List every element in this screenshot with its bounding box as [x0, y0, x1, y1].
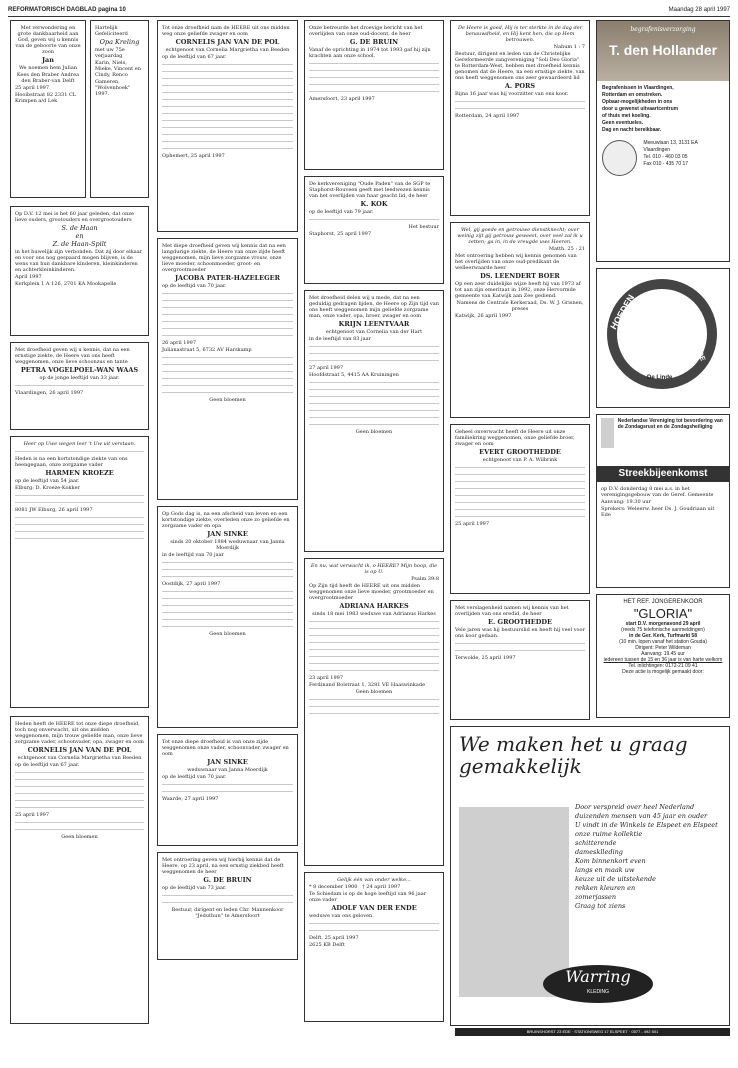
text-filler — [309, 401, 439, 406]
ad-text: Te Schiedam is op de hoge leeftijd van 96 jaar onze vader — [309, 891, 427, 903]
zondagsrust-ad — [596, 414, 730, 588]
hoeden-ad — [596, 268, 730, 408]
obituary-pors — [450, 20, 590, 216]
ad-text: op de leeftijd van 73 jaar. — [162, 885, 227, 891]
ad-sign: Namens de Centrale Kerkeraad, Ds. W. J. Grisnen, preses — [456, 300, 584, 312]
text-filler — [15, 493, 144, 498]
ad-ref: Matth. 25 : 21 — [548, 246, 585, 252]
ad-text: weduwe van ons geloven. — [309, 913, 374, 919]
ad-text: Met verwondering en grote dankbaarheid aan God, geven wij u kennis van de geboorte van onze zoon — [15, 25, 81, 55]
text-filler — [162, 139, 293, 144]
hollander-ad — [596, 20, 730, 262]
text-filler — [309, 619, 439, 624]
ad-brand: BEENMODE — [685, 321, 706, 363]
ad-top — [601, 418, 725, 448]
ad-line: Geen eventueles. — [602, 120, 644, 126]
text-filler — [162, 118, 293, 123]
text-filler — [162, 104, 293, 109]
obituary-van-de-pol — [10, 716, 149, 1024]
text-filler — [15, 529, 144, 534]
ad-name: G. DE BRUIN — [203, 876, 252, 884]
text-filler — [162, 83, 293, 88]
ad-line: Rotterdam en omstreken. — [602, 92, 663, 98]
page-header — [8, 6, 730, 17]
ad-place: Staphorst, 25 april 1997 — [309, 231, 372, 237]
gloria-ad — [596, 594, 730, 718]
text-filler — [162, 893, 293, 898]
ad-line: keuze uit de uitstekende — [575, 875, 656, 883]
ad-address: Hooibstraat 82 2331 CL Krimpen a/d Lek — [15, 92, 77, 104]
text-filler — [162, 390, 293, 395]
ad-name: Jan — [41, 56, 54, 64]
ad-parents: Kees den Braber Andrea den Braber-van Delft — [16, 72, 80, 84]
ad-text: Aanvang: 19.30 uur — [601, 499, 652, 505]
ad-line: onze ruime kollektie — [575, 830, 643, 838]
ad-text: De kerkvereniging "Oude Paden" van de SGP te Staphorst-Rouveen geeft met leedwezen kennis van het overlijden van haar geacht lid, de heer — [309, 181, 431, 199]
ad-body — [597, 81, 729, 138]
text-filler — [15, 449, 144, 454]
ad-date: 25 april 1997 — [455, 521, 490, 527]
text-filler — [309, 928, 439, 933]
ad-text: Bestuur, dirigent en leden Chr. Mannenkoor "Jeduthun" te Amersfoort — [171, 907, 284, 919]
ad-head: HET REF. JONGERENKOOR — [623, 599, 703, 605]
ad-text: Heden heeft de HEERE tot onze diepe droefheid, toch nog onverwacht, uit ons midden weggenomen, mijn trouw geliefde man, onze lieve zorgzame vader, schoonvader, opa, zwager en oom — [15, 721, 144, 745]
ad-name: E. GROOTHEDDE — [488, 618, 552, 626]
ad-address: Hoofdstraat 5, 4415 AA Kruiningen — [309, 372, 399, 378]
obituary-de-bruin-choir — [157, 852, 298, 960]
ad-text: in het huwelijk zijn verbonden. Dat zij door elkaar en voor ons nog gespaard mogen blijven, is de wens van hun dankbare kinderen, kleinkinderen en achterkleinkinderen. — [15, 249, 143, 273]
ad-flowers: Geen bloemen — [209, 631, 246, 637]
ad-text: in de leeftijd van 83 jaar — [309, 336, 371, 342]
text-filler — [162, 305, 293, 310]
text-filler — [309, 697, 439, 702]
ad-text: echtgenoot van P. A. Wilbrink — [482, 457, 558, 463]
ad-text: Onze betreurde het droevige bericht van het overlijden van onze oud-docent, de heer — [309, 25, 423, 37]
text-filler — [162, 383, 293, 388]
ad-text: Met ontroering geven wij hierbij kennis dat de Heere, op 23 april, na een ernstig ziekbed heeft weggenomen de heer — [162, 857, 284, 875]
ad-line: Opbaar-mogelijkheden in ons — [602, 99, 673, 105]
ad-address: Ferdinand Bolstraat 1, 3281 VE Haaswinkade — [309, 682, 426, 688]
text-filler — [162, 567, 293, 572]
ad-flowers: Geen bloemen — [209, 397, 246, 403]
ad-sign: Het bestuur — [408, 224, 439, 230]
text-filler — [455, 514, 585, 519]
ad-text: Vanaf de oprichting in 1974 tot 1993 gaf hij zijn krachten aan onze school. — [309, 47, 431, 59]
ad-place: Waarde, 27 april 1997 — [162, 796, 219, 802]
birth-ad — [10, 20, 86, 198]
ad-text: in de Ger. Kerk, Turfmarkt 58 — [629, 633, 697, 639]
ad-text: op de jonge leeftijd van 33 jaar. — [39, 375, 120, 381]
text-filler — [162, 589, 293, 594]
text-filler — [162, 326, 293, 331]
ad-date: 27 april 1997 — [309, 365, 344, 371]
text-filler — [162, 312, 293, 317]
ad-name: CORNELIS JAN VAN DE POL — [175, 38, 280, 46]
ad-flowers: Geen bloemen — [355, 689, 393, 695]
ad-name: K. KOK — [360, 200, 388, 208]
text-filler — [162, 97, 293, 102]
ad-name: JACOBA PATER-HAZELEGER — [174, 274, 281, 282]
ad-place: Elburg: D. Kroeze-Kokker — [15, 485, 80, 491]
ad-name: CORNELIS JAN VAN DE POL — [27, 746, 132, 754]
ad-text: Met droefheid geven wij u kennis, dat na een ernstige ziekte, de Heere van ons heeft weggenomen, onze lieve schoonzus en tante — [15, 347, 130, 365]
brand-badge — [543, 965, 653, 1003]
text-filler — [162, 789, 293, 794]
text-filler — [162, 560, 293, 565]
congrats-ad — [90, 20, 149, 198]
text-filler — [162, 376, 293, 381]
text-filler — [309, 661, 439, 666]
text-filler — [455, 486, 585, 491]
ad-org: Nederlandse Vereniging tot bevordering van de Zondagsrust en de Zondagsheiliging — [617, 418, 723, 430]
text-filler — [15, 820, 144, 825]
ad-text: start D.V. morgenavond 29 april — [625, 621, 701, 627]
ad-place: Rotterdam, 24 april 1997 — [455, 113, 520, 119]
text-filler — [455, 479, 585, 484]
ad-place: Terwolde, 25 april 1997 — [455, 655, 516, 661]
obituary-boer — [450, 222, 590, 418]
ad-name: ADRIANA HARKES — [339, 602, 409, 610]
ad-text: Geheel onverwacht heeft de Heere uit onze familiekring weggenomen, onze geliefde broer, zwager en oom — [455, 429, 575, 447]
ad-text: Heden is na een kortstondige ziekte van ons heengegaan, onze zorgzame vader — [15, 456, 128, 468]
text-filler — [309, 344, 439, 349]
text-filler — [162, 900, 293, 905]
ad-shop: De Linde — [647, 375, 673, 381]
ad-ref: Nahum 1 : 7 — [553, 44, 585, 50]
text-filler — [15, 791, 144, 796]
text-filler — [309, 704, 439, 709]
text-filler — [309, 75, 439, 80]
text-filler — [309, 380, 439, 385]
text-filler — [162, 319, 293, 324]
text-filler — [162, 603, 293, 608]
text-filler — [162, 355, 293, 360]
ad-fax: Fax 010 - 435 70 17 — [643, 161, 689, 167]
text-filler — [309, 408, 439, 413]
ad-name: EVERT GROOTHEDDE — [479, 448, 561, 456]
logo-icon — [602, 140, 637, 176]
ad-text: op de leeftijd van 70 jaar. — [162, 774, 227, 780]
ad-line: rekken kleuren en — [575, 884, 636, 892]
ad-name: ADOLF VAN DER ENDE — [331, 904, 417, 912]
ad-tel: Tel. inlichtingen: 0172-21 09 41 — [628, 663, 698, 669]
text-filler — [162, 624, 293, 629]
ad-name: HARMEN KROEZE — [45, 469, 114, 477]
ad-ref: Psalm 39:8 — [411, 576, 439, 582]
ad-verse: Gelijk één van onder welke... — [337, 877, 411, 883]
text-filler — [162, 132, 293, 137]
ad-text: Met diepe droefheid geven wij kennis dat na een langdurige ziekte, de Heere van onze zijde heeft weggenomen, mijn lieve zorgzame vrouw, onze lieve moeder, schoonmoeder, groot- en overgrootmoeder — [162, 243, 286, 273]
ad-text: op D.V. donderdag 8 mei a.s. in het verenigingsgebouw van de Geref. Gemeente — [601, 486, 714, 498]
ad-line: Door verspreid over heel Nederland — [575, 803, 695, 811]
ad-address: Kerkplein 1 A 126, 2701 KA Mookapelle — [15, 281, 117, 287]
text-filler — [455, 648, 585, 653]
text-filler — [455, 465, 585, 470]
ad-text: met uw 75e verjaardag — [95, 47, 125, 59]
ad-text: Bijna 16 jaar was hij voorzitter van ons koor. — [455, 91, 569, 97]
text-filler — [162, 369, 293, 374]
text-filler — [309, 89, 439, 94]
obituary-van-der-ende — [304, 872, 444, 1022]
ad-text: Dirigent: Peter Wildeman — [635, 645, 691, 651]
ad-date: Delft, 25 april 1997 — [309, 935, 359, 941]
ad-name: DS. LEENDERT BOER — [480, 272, 560, 280]
text-filler — [309, 633, 439, 638]
ad-name: KRIJN LEENTVAAR — [338, 320, 410, 328]
text-filler — [309, 921, 439, 926]
text-filler — [162, 333, 293, 338]
ad-name: G. DE BRUIN — [349, 38, 399, 46]
text-filler — [162, 362, 293, 367]
text-filler — [455, 493, 585, 498]
ad-line: Kom binnenkort even — [575, 857, 646, 865]
ad-address: Julianastraat 5, 6732 AV Harskamp — [162, 347, 252, 353]
ad-place: Gameren, "Wolvenhoek" 1997. — [95, 79, 131, 97]
ad-text: iedereen tussen de 15 en 36 jaar is van harte welkom — [603, 657, 723, 663]
text-filler — [15, 777, 144, 782]
ad-text: Met ontroering hebben wij kennis genomen van het overlijden van onze oud-predikant de welleerwaarde heer — [455, 253, 577, 271]
ad-text: We noemen hem Julian — [18, 65, 78, 71]
text-filler — [309, 394, 439, 399]
ad-dates — [309, 884, 439, 890]
ad-address: Meeuwlaan 13, 3131 EA Vlaardingen — [643, 140, 698, 153]
ad-place: Katwijk, 26 april 1997 — [455, 313, 512, 319]
ad-tel: Tel. 010 - 460 03 05 — [643, 154, 688, 160]
ad-title: Streekbijeenkomst — [597, 466, 729, 482]
text-filler — [309, 668, 439, 673]
text-filler — [309, 626, 439, 631]
ad-date: 26 april 1997 — [162, 340, 197, 346]
ad-flowers: Geen bloemen — [355, 429, 393, 435]
ad-footer: BRUINSHORST 23 EDE · STATIONSWEG 17 ELSPEET · 0577 - 492 501 — [455, 1028, 730, 1036]
text-filler — [15, 805, 144, 810]
ad-text: echtgenoot van Cornelia van der Hart — [325, 329, 423, 335]
ad-brand: HOEDEN — [608, 292, 637, 332]
text-filler — [455, 641, 585, 646]
ad-verse: Wel, gij goede en getrouwe dienstknecht; over weinig zijt gij getrouw geweest, over veel zal ik u zetten; ga in, in de vreugde uws Heeren. — [457, 227, 583, 245]
text-filler — [309, 387, 439, 392]
text-filler — [162, 125, 293, 130]
text-filler — [309, 351, 439, 356]
text-filler — [309, 358, 439, 363]
ad-text: Op Zijn tijd heeft de HEERE uit ons midden weggenomen onze lieve moeder, grootmoeder en overgrootmoeder — [309, 583, 434, 601]
ad-kids: Karin, Niels, Mieke, Vincent en Cindy, Renco — [95, 60, 141, 78]
ad-line: door u gewenst uitvaartcentrum — [602, 106, 679, 112]
ad-place: Vlaardingen, 26 april 1997 — [15, 390, 84, 396]
ad-name: PETRA VOGELPOEL-WAN WAAS — [20, 366, 139, 374]
ad-name: JAN SINKE — [207, 530, 248, 538]
text-filler — [309, 217, 439, 222]
ad-text: weduwnaar van Janna Moerdijk — [187, 767, 268, 773]
ad-date: 23 april 1997 — [309, 675, 344, 681]
obituary-pater — [157, 238, 298, 500]
ad-speakers: Sprekers: Weleerw. heer Ds. J. Goudriaan uit Ede — [601, 506, 715, 518]
ad-name: Z. de Haan-Spilt — [52, 240, 107, 248]
ad-line: of thuis met koeling. — [602, 113, 651, 119]
ad-text: sinds 18 mei 1983 weduwe van Adrianus Harkes — [312, 611, 436, 617]
ad-date: April 1997 — [15, 274, 42, 280]
obituary-harkes — [304, 558, 444, 866]
page-title: REFORMATORISCH DAGBLAD pagina 10 — [8, 7, 126, 13]
obituary-sinke-1 — [157, 506, 298, 728]
ad-text: echtgenoot van Cornelia Margrietha van Beeden — [17, 755, 142, 761]
ad-flowers: Geen bloemen — [61, 834, 98, 840]
text-filler — [162, 291, 293, 296]
text-filler — [15, 798, 144, 803]
ad-text: Met verslagenheid namen wij kennis van het overlijden van ons eredid, de heer — [455, 605, 569, 617]
ad-text: Op een zeer duidelijke wijze heeft hij van 1973 af tot aan zijn emeritaat in 1992, onze Hervormde gemeente van Katwijk aan Zee gediend. — [455, 281, 581, 299]
text-filler — [162, 610, 293, 615]
ad-text: Vele jaren was hij bestuurslid en heeft hij veel voor ons koor gedaan. — [455, 627, 585, 639]
ring-decoration — [607, 279, 717, 389]
ad-text: Aanvang: 19.45 uur — [641, 651, 685, 657]
ad-text: (10 min. lopen vanaf het station Gouda) — [619, 639, 707, 645]
ad-note: Deze actie is mogelijk gemaakt door: — [622, 669, 704, 675]
ad-line: zomerjassen — [575, 893, 617, 901]
ad-verse: De Heere is goed, Hij is ter sterkte in de dag der benauwdheid, en Hij kent hen, die op Hem betrouwen. — [457, 25, 583, 43]
ad-place: Amersfoort, 23 april 1997 — [309, 96, 375, 102]
ad-line: Begrafenissen in Vlaardingen, — [602, 85, 674, 91]
ad-date: 25 april 1997 — [15, 812, 50, 818]
text-filler — [15, 770, 144, 775]
ad-line: damesklleding — [575, 848, 623, 856]
text-filler — [162, 574, 293, 579]
ad-address: 2625 KB Delft — [309, 942, 345, 948]
text-filler — [162, 111, 293, 116]
text-filler — [162, 146, 293, 151]
ad-text: (reeds 75 telefonische aanmeldingen) — [621, 627, 705, 633]
ad-name: S. de Haan — [61, 224, 98, 232]
ad-date: 8081 JW Elburg, 26 april 1997 — [15, 507, 93, 513]
ad-text: op de leeftijd van 67 jaar. — [15, 762, 80, 768]
ad-verse: Heer op Uwe wegen leer 't Uw uit verstaan. — [23, 441, 136, 447]
text-filler — [15, 522, 144, 527]
ad-place: Ophemert, 25 april 1997 — [162, 153, 225, 159]
ad-line: Graag tot ziens — [575, 902, 626, 910]
ad-text: Met droefheid delen wij u mede, dat na een geduldig gedragen lijden, de Heere op Zijn tijd van ons heeft weggenomen mijn geliefde zorgzame man, onze vader, opa, broer, zwager en oom — [309, 295, 439, 319]
ad-line: U vindt in de Winkels te Elspeet en Elspeet — [575, 821, 718, 829]
ad-text: Op D.V. 12 mei is het 60 jaar geleden, dat onze lieve ouders, grootouders en overgrootouders — [15, 211, 134, 223]
ad-date: 25 april 1997 — [15, 85, 50, 91]
text-filler — [15, 827, 144, 832]
ad-title: "GLORIA" — [633, 606, 693, 621]
obituary-kok — [304, 176, 444, 284]
text-filler — [309, 647, 439, 652]
ad-brand-sub: KLEDING — [587, 989, 609, 995]
ad-line: langs en maak uw — [575, 866, 635, 874]
ad-contact-text — [643, 140, 724, 176]
anniversary-ad — [10, 206, 149, 336]
obituary-de-bruin-school — [304, 20, 444, 170]
ad-text: Hartelijk Gefeliciteerd — [95, 25, 128, 37]
text-filler — [15, 515, 144, 520]
ad-list — [575, 803, 725, 911]
text-filler — [309, 422, 439, 427]
church-image — [601, 418, 614, 448]
ad-text: op de leeftijd van 70 jaar. — [162, 283, 227, 289]
ad-text: op de leeftijd van 67 jaar. — [162, 54, 227, 60]
text-filler — [455, 500, 585, 505]
text-filler — [309, 711, 439, 716]
ad-title: We maken het u graag gemakkelijk — [459, 732, 688, 778]
text-filler — [309, 61, 439, 66]
text-filler — [162, 62, 293, 67]
ad-line: schitterende — [575, 839, 617, 847]
ad-text: echtgenoot van Cornelia Margrietha van Beeden — [165, 47, 290, 53]
obituary-grootheddde-choir — [450, 600, 590, 720]
text-filler — [455, 472, 585, 477]
ad-text: sinds 20 oktober 1984 weduwnaar van Janna Moerdijk — [170, 539, 285, 551]
ad-place: Oostdijk, 27 april 1997 — [162, 581, 221, 587]
text-filler — [162, 69, 293, 74]
ad-text: Bestuur, dirigent en leden van de Christelijke Gereformeerde zangvereniging "Soli Deo Gloria" te Rotterdam-West, hebben met droefheid kennis genomen dat de Heere, na een ernstige ziekte, van ons heeft weggenomen ons zeer gewaardeerd lid — [455, 51, 585, 81]
ad-verse: En nu, wat verwacht ik, o HEERE? Mijn hoop, die is op U. — [310, 563, 438, 575]
ad-contact — [597, 138, 729, 178]
text-filler — [455, 507, 585, 512]
text-filler — [162, 617, 293, 622]
text-filler — [309, 640, 439, 645]
ad-text: op de leeftijd van 79 jaar. — [309, 209, 374, 215]
text-filler — [309, 654, 439, 659]
text-filler — [455, 99, 585, 104]
obituary-sinke-2 — [157, 734, 298, 846]
obituary-pol-2 — [157, 20, 298, 232]
ad-headline: begrafenisverzorging — [630, 26, 696, 33]
text-filler — [162, 298, 293, 303]
text-filler — [162, 90, 293, 95]
text-filler — [162, 596, 293, 601]
text-filler — [162, 782, 293, 787]
obituary-kroeze — [10, 436, 149, 708]
text-filler — [162, 76, 293, 81]
text-filler — [309, 68, 439, 73]
ad-line: Dag en nacht bereikbaar. — [602, 127, 662, 133]
obituary-grootheddde-family — [450, 424, 590, 594]
ad-text: Tot onze diepe droefheid is van onze zijde weggenomen onze vader, schoonvader, zwager en oom — [162, 739, 289, 757]
ad-text: op de leeftijd van 54 jaar. — [15, 478, 80, 484]
warring-ad — [450, 726, 730, 1026]
text-filler — [455, 106, 585, 111]
obituary-leentvaar — [304, 290, 444, 552]
obituary-vogelpoel — [10, 342, 149, 430]
ad-brand: T. den Hollander — [608, 42, 718, 58]
text-filler — [15, 536, 144, 541]
ad-brand: Warring — [565, 967, 631, 986]
birth-date: * 8 december 1900 — [309, 884, 358, 890]
ad-text: Op Gods dag is, na een afscheid van leven en een kortstondige ziekte, overleden onze zo geliefde en zorgzame vader en opa — [162, 511, 290, 529]
ad-text: in de leeftijd van 70 jaar — [162, 552, 224, 558]
death-date: † 24 april 1997 — [362, 884, 401, 890]
ad-line: duizenden mensen van 45 jaar en ouder — [575, 812, 708, 820]
ad-banner — [597, 21, 729, 81]
text-filler — [15, 784, 144, 789]
text-filler — [309, 82, 439, 87]
ad-name: JAN SINKE — [207, 758, 248, 766]
text-filler — [309, 415, 439, 420]
ad-text: Tot onze droefheid nam de HEERE uit ons midden weg onze geliefde zwager en oom — [162, 25, 290, 37]
ad-name: Opa Kreling — [99, 38, 140, 46]
text-filler — [15, 500, 144, 505]
ad-name: A. PORS — [504, 82, 536, 90]
text-filler — [15, 383, 144, 388]
ad-text: en — [75, 232, 84, 240]
page-date: Maandag 28 april 1997 — [668, 7, 730, 13]
